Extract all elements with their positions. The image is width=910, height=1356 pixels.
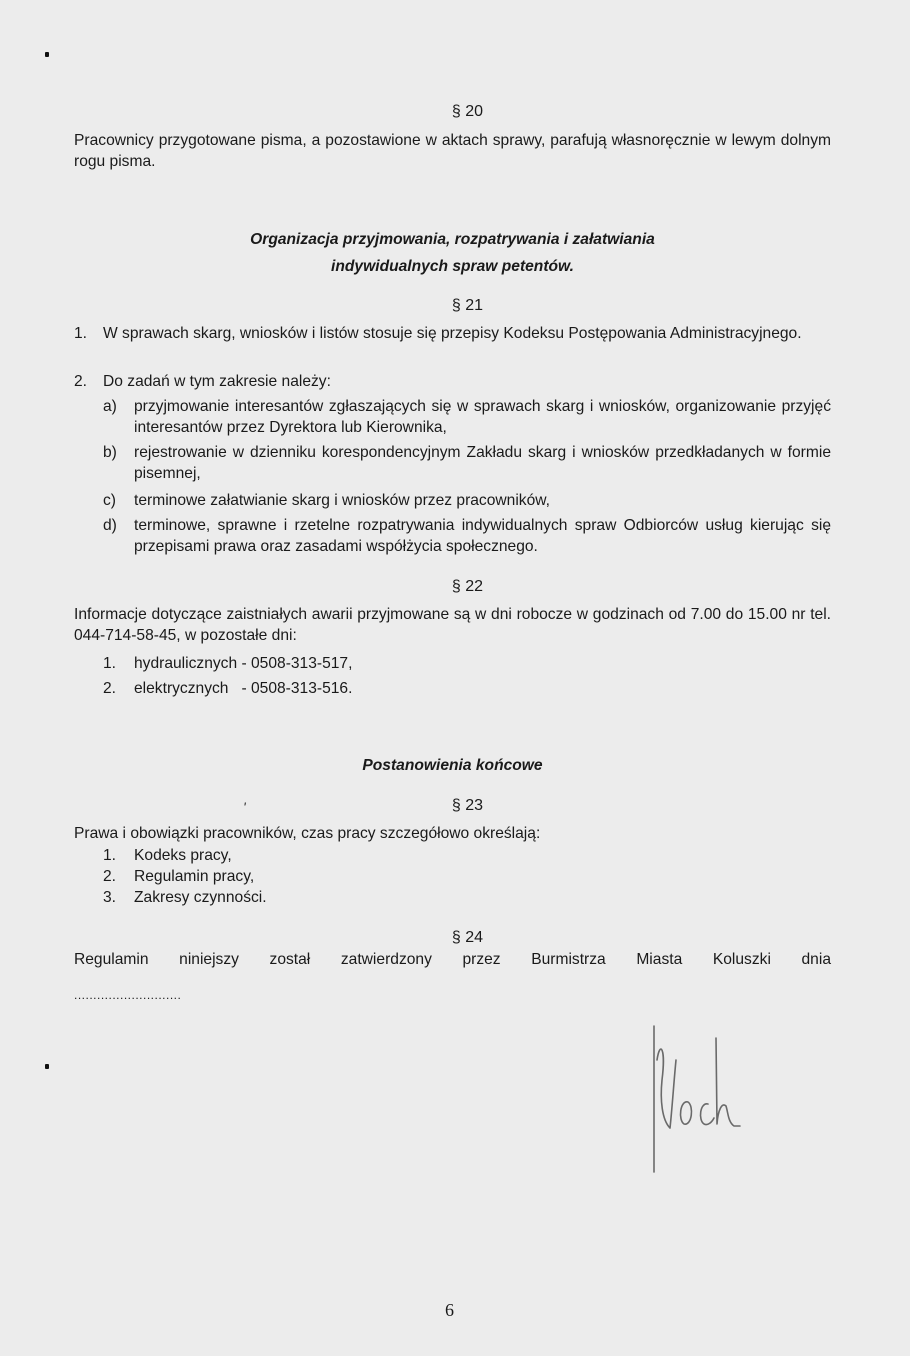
subitem-text: terminowe, sprawne i rzetelne rozpatrywania indywidualnych spraw Odbiorców usług kierując się przepisami prawa oraz zasadami współżycia społecznego. bbox=[134, 517, 831, 555]
section-20-text: Pracownicy przygotowane pisma, a pozostawione w aktach sprawy, parafują własnoręcznie w lewym dolnym rogu pisma. bbox=[74, 132, 831, 170]
item-text: W sprawach skarg, wniosków i listów stosuje się przepisy Kodeksu Postępowania Administracyjnego. bbox=[103, 325, 802, 342]
signature-stroke bbox=[716, 1038, 740, 1126]
section-21-item-2 bbox=[74, 371, 831, 392]
signature-stroke bbox=[681, 1102, 692, 1124]
scan-speck bbox=[45, 52, 49, 57]
section-23-heading: § 23 bbox=[451, 797, 484, 814]
section-23-item-3 bbox=[103, 887, 831, 908]
section-22-item-2 bbox=[103, 678, 831, 699]
chapter-heading-line2: indywidualnych spraw petentów. bbox=[331, 258, 574, 275]
subitem-text: terminowe załatwianie skarg i wniosków przez pracowników, bbox=[134, 492, 551, 509]
chapter-heading-line1: Organizacja przyjmowania, rozpatrywania i załatwiania bbox=[250, 231, 655, 248]
item-number: 1. bbox=[74, 325, 88, 342]
item-number: 1. bbox=[103, 847, 117, 864]
item-text: Kodeks pracy, bbox=[134, 847, 232, 864]
item-number: 2. bbox=[103, 680, 117, 697]
section-24-text: Regulamin niniejszy został zatwierdzony przez Burmistrza Miasta Koluszki dnia bbox=[74, 951, 831, 968]
section-23-item-1 bbox=[103, 845, 831, 866]
item-number: 2. bbox=[103, 868, 117, 885]
page-number: 6 bbox=[445, 1300, 454, 1320]
section-21-subitem-d bbox=[103, 515, 831, 557]
section-22-heading: § 22 bbox=[451, 578, 484, 595]
subitem-text: przyjmowanie interesantów zgłaszających się w sprawach skarg i wniosków, organizowanie przyjęć interesantów przez Dyrektora lub Kierownika, bbox=[134, 398, 831, 436]
section-21-item-1 bbox=[74, 323, 831, 344]
item-number: 2. bbox=[74, 373, 88, 390]
subitem-letter: b) bbox=[103, 444, 117, 461]
scan-mark: ' bbox=[243, 799, 246, 815]
section-23-item-2 bbox=[103, 866, 831, 887]
item-text: hydraulicznych - 0508-313-517, bbox=[134, 655, 353, 672]
section-22-item-1 bbox=[103, 653, 831, 674]
item-number: 3. bbox=[103, 889, 117, 906]
subitem-letter: d) bbox=[103, 517, 117, 534]
section-21-heading: § 21 bbox=[451, 297, 484, 314]
section-20-heading: § 20 bbox=[451, 103, 484, 120]
item-text: elektrycznych - 0508-313-516. bbox=[134, 680, 353, 697]
item-text: Regulamin pracy, bbox=[134, 868, 255, 885]
item-text: Zakresy czynności. bbox=[134, 889, 267, 906]
item-text: Do zadań w tym zakresie należy: bbox=[103, 373, 331, 390]
date-placeholder: ............................ bbox=[74, 988, 182, 1002]
signature-stroke bbox=[657, 1049, 676, 1128]
section-23-text: Prawa i obowiązki pracowników, czas pracy szczegółowo określają: bbox=[74, 825, 541, 842]
section-21-subitem-a bbox=[103, 396, 831, 438]
section-22-text: Informacje dotyczące zaistniałych awarii przyjmowane są w dni robocze w godzinach od 7.00 do 15.00 nr tel. 044-714-58-45, w pozostałe dni: bbox=[74, 606, 831, 644]
subitem-text: rejestrowanie w dzienniku korespondencyjnym Zakładu skarg i wniosków przedkładanych w formie pisemnej, bbox=[134, 444, 831, 482]
signature-stroke bbox=[701, 1104, 714, 1125]
chapter-heading-final: Postanowienia końcowe bbox=[362, 757, 543, 774]
section-21-subitem-c bbox=[103, 490, 831, 511]
subitem-letter: c) bbox=[103, 492, 116, 509]
item-number: 1. bbox=[103, 655, 117, 672]
signature bbox=[640, 1020, 760, 1180]
section-21-subitem-b bbox=[103, 442, 831, 484]
subitem-letter: a) bbox=[103, 398, 117, 415]
section-24-heading: § 24 bbox=[451, 929, 484, 946]
scan-speck bbox=[45, 1064, 49, 1069]
